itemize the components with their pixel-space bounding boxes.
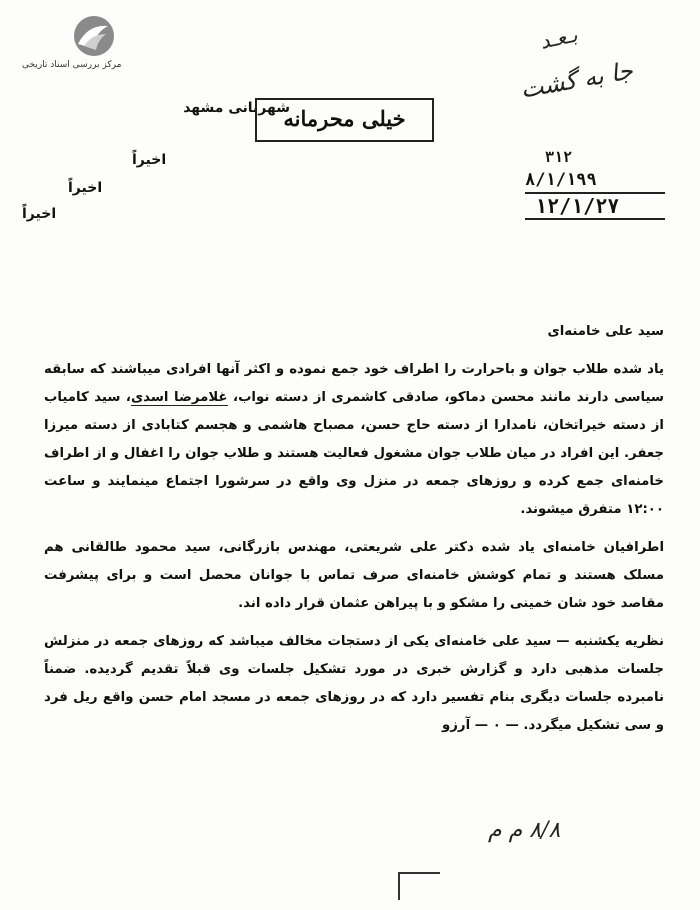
classification-stamp: خیلی محرمانه xyxy=(255,98,434,142)
paragraph-text: یاد شده طلاب جوان و باحرارت را اطراف خود جمع نموده و اکثر آنها افرادی میباشند که سابقه سیاسی دارند مانند محسن دماکو، صادقی کاشمری از دسته نواب، xyxy=(44,362,664,405)
organization-name: شهربانی مشهد xyxy=(183,100,290,116)
archive-logo-text: مرکز بررسی اسناد تاریخی xyxy=(22,60,122,70)
handwritten-footer-mark: ۸/۸ م م xyxy=(488,818,561,843)
cc-line: اخیراً xyxy=(132,152,167,168)
paragraph-text: نظریه یکشنبه — سید علی خامنه‌ای یکی از دستجات مخالف میباشد که روزهای جمعه در منزلش جلسات مذهبی دارد و گزارش خبری در مورد تشکیل جلسات وی قبلاً تقدیم گردیده. ضمناً نامبرده جلسات دیگری بنام تفسیر دارد که در روزهای جمعه در مسجد امام حسن واقع ریل فرد و سی تشکیل میگردد. — ۰ — آرزو xyxy=(44,634,664,733)
document-body xyxy=(44,318,664,750)
body-paragraph xyxy=(44,356,664,524)
document-subject: سید علی خامنه‌ای xyxy=(547,324,664,339)
archive-logo xyxy=(22,14,132,68)
date-block xyxy=(525,168,675,220)
cc-line: اخیراً xyxy=(22,206,57,222)
body-paragraph xyxy=(44,534,664,618)
underlined-name: غلامرضا اسدی xyxy=(130,390,228,405)
handwritten-note: ب‍ـ‍ع‍ـ‍د xyxy=(537,22,580,54)
paragraph-text: اطرافیان خامنه‌ای یاد شده دکتر علی شریعتی، مهندس بازرگانی، سید محمود طالقانی هم مسلک هستند و تمام کوشش خامنه‌ای صرف تماس با جوانان محصل است و برای پیشرفت مقاصد خود شان خمینی را مشکو و با پیراهن عثمان قرار داده اند. xyxy=(44,540,664,611)
date-rule xyxy=(525,218,665,220)
cc-line: اخیراً xyxy=(68,180,103,196)
body-paragraph xyxy=(44,628,664,740)
paragraph-text: ، سید کامیاب از دسته خیراتخان، نامدارا از دسته حاج حسن، مصباح هاشمی و هجسم کتابادی از دسته میرزا جعفر. این افراد در میان طلاب جوان مشغول فعالیت هستند و طلاب جوان را اغفال و از اطراف خامنه‌ای جمع کرده و روزهای جمعه در منزل وی واقع در سرشورا اجتماع مینمایند و ساعت ۱۲:۰۰ متفرق میشوند. xyxy=(44,390,664,517)
archive-logo-icon xyxy=(66,14,118,58)
reference-number: ۳۱۲ xyxy=(545,148,573,166)
letter-date: ۱۲/۱/۲۷ xyxy=(535,194,620,218)
letter-number: ۸/۱/۱۹۹ xyxy=(525,170,597,190)
corner-mark xyxy=(398,872,440,900)
handwritten-note: ج‍ا ب‍ه گ‍شت xyxy=(518,56,635,104)
